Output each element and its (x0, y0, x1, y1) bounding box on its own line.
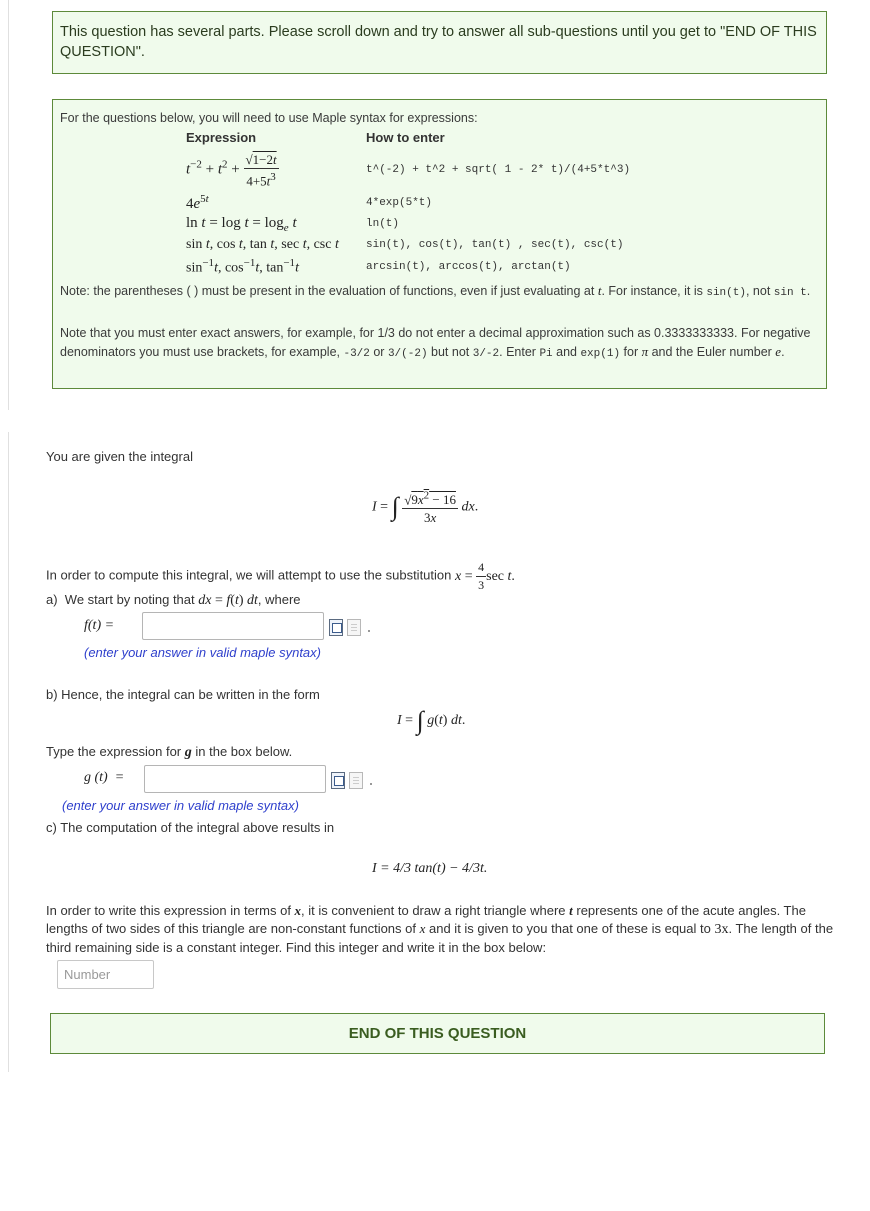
expr-row-5: $\sin^{-1}t$, $\cos^{-1}t$, $\tan^{-1}t$ (186, 257, 299, 276)
expr-row-3: $\ln t = \log t = \log_e t$ (186, 214, 297, 234)
given-text: You are given the integral (46, 449, 193, 464)
part-a-text-a: We start by noting that (64, 592, 195, 607)
col-expression-header: Expression (186, 130, 257, 145)
result-display: I = 4/3 tan(t) − 4/3t. (372, 861, 488, 876)
col-how-header: How to enter (366, 130, 445, 145)
f-answer-input[interactable] (142, 612, 324, 640)
note2-code1: -3/2 (343, 347, 370, 360)
note2-text-a: Note that you must enter exact answers, for example, for 1/3 do not enter a decimal approximation such as 0.3333333333. For negative denominators you must use brackets, for example, (60, 326, 811, 359)
end-label: END OF THIS QUESTION (348, 1025, 527, 1042)
note2-code4: Pi (539, 347, 553, 360)
triangle-paragraph (46, 902, 836, 957)
triangle-text-d: and it is given to you that one of these is equal to (425, 921, 715, 936)
maple-row-5: arcsin(t), arccos(t), arctan(t) (366, 261, 571, 273)
triangle-text-b: , it is convenient to draw a right triangle where (301, 903, 570, 918)
integral-display: I = ∫ $\frac{√9x^2 - 16}{3x}$ dx. (372, 490, 479, 526)
note2-e: e (775, 343, 782, 359)
part-b-text: b) Hence, the integral can be written in the form (46, 687, 320, 702)
dot-separator (368, 630, 370, 632)
triangle-var-x1: x (294, 903, 302, 918)
preview-icon[interactable] (347, 619, 361, 636)
syntax-table (186, 130, 630, 279)
triangle-text-e: . The length of the third remaining side is a constant integer. Find this integer and write it in the box below: (46, 921, 834, 955)
note2-text-b: but not (427, 344, 473, 359)
triangle-var-t: t (569, 903, 573, 918)
note1-text-b: . For instance, it is (601, 284, 707, 298)
note1-code2: sin t (773, 287, 807, 299)
note2-code5: exp(1) (580, 347, 621, 360)
maple-row-2: 4*exp(5*t) (366, 197, 433, 209)
note1-var: t (597, 283, 602, 298)
note2-end: . (781, 344, 785, 359)
syntax-header: For the questions below, you will need to use Maple syntax for expressions: (60, 111, 478, 125)
part-c-text: c) The computation of the integral above results in (46, 820, 335, 835)
maple-row-4: sin(t), cos(t), tan(t) , sec(t), csc(t) (366, 238, 624, 251)
intro-text: This question has several parts. Please scroll down and try to answer all sub-questions until you get to "END OF THIS QUESTION". (60, 24, 817, 60)
intro-box (52, 11, 827, 74)
g-lhs-label: g (t) = (84, 770, 125, 785)
maple-row-1: t^(-2) + t^2 + sqrt( 1 - 2* t)/(4+5*t^3) (366, 164, 631, 176)
part-a-math: dx = f(t) dt (198, 593, 258, 608)
substitution-line (46, 559, 515, 594)
g-answer-input[interactable] (144, 765, 326, 793)
expr-row-1: $t^{-2} + t^2$ + $\frac{√1-2t}{4+5t^3}$ (186, 151, 277, 189)
type-expression-line (46, 744, 292, 761)
note2-for: for (620, 344, 642, 359)
note2-or: or (369, 344, 388, 359)
triangle-var-x2: x (419, 921, 426, 936)
equation-editor-icon[interactable] (331, 772, 345, 789)
left-rule-bottom (8, 432, 9, 1072)
maple-row-3: ln(t) (366, 218, 400, 230)
note2-code2: 3/(-2) (387, 347, 428, 360)
note1-text-c: , not (745, 284, 774, 298)
note2-pi: π (641, 343, 649, 359)
left-rule-top (8, 0, 9, 410)
preview-icon[interactable] (349, 772, 363, 789)
expr-row-4: sin t, cos t, tan t, sec t, csc t (186, 236, 339, 252)
note2-code3: 3/-2 (472, 347, 500, 360)
part-a-label: a) (46, 592, 58, 607)
equation-editor-icon[interactable] (329, 619, 343, 636)
triangle-text-a: In order to write this expression in terms of (46, 903, 295, 918)
note1-text-d: . (806, 284, 811, 298)
number-input[interactable] (57, 960, 154, 989)
dot-separator (370, 783, 372, 785)
substitution-text: In order to compute this integral, we will attempt to use the substitution (46, 567, 452, 583)
f-lhs-label: f(t) = (84, 618, 115, 633)
triangle-3x: 3x (714, 922, 729, 937)
note2-and: and (552, 344, 581, 359)
note1-text-a: Note: the parentheses ( ) must be present in the evaluation of functions, even if just evaluating at (60, 284, 598, 298)
triangle-text-c: represents one of the acute angles. The lengths of two sides of this triangle are non-constant functions of (46, 903, 806, 936)
end-of-question-box (50, 1013, 825, 1054)
maple-syntax-box (52, 99, 827, 389)
type-expr-var: g (184, 745, 192, 760)
note2-text-d: and the Euler number (648, 344, 776, 359)
note1-code1: sin(t) (706, 287, 746, 299)
expr-row-2: $4e^{5t}$ (186, 193, 209, 212)
g-integral-display: I = ∫ g(t) dt. (397, 706, 466, 735)
note2-text-c: . Enter (499, 344, 540, 359)
f-syntax-hint: (enter your answer in valid maple syntax) (84, 645, 321, 660)
g-syntax-hint: (enter your answer in valid maple syntax) (62, 798, 299, 813)
type-expr-text-a: Type the expression for (46, 744, 182, 759)
parentheses-note (60, 282, 820, 303)
type-expr-text-b: in the box below. (195, 744, 293, 759)
part-a-line (46, 592, 301, 609)
exact-answer-note (60, 324, 820, 363)
substitution-math: x = $\frac{4}{3}$ sec t. (455, 560, 515, 592)
part-a-text-b: , where (257, 592, 301, 607)
